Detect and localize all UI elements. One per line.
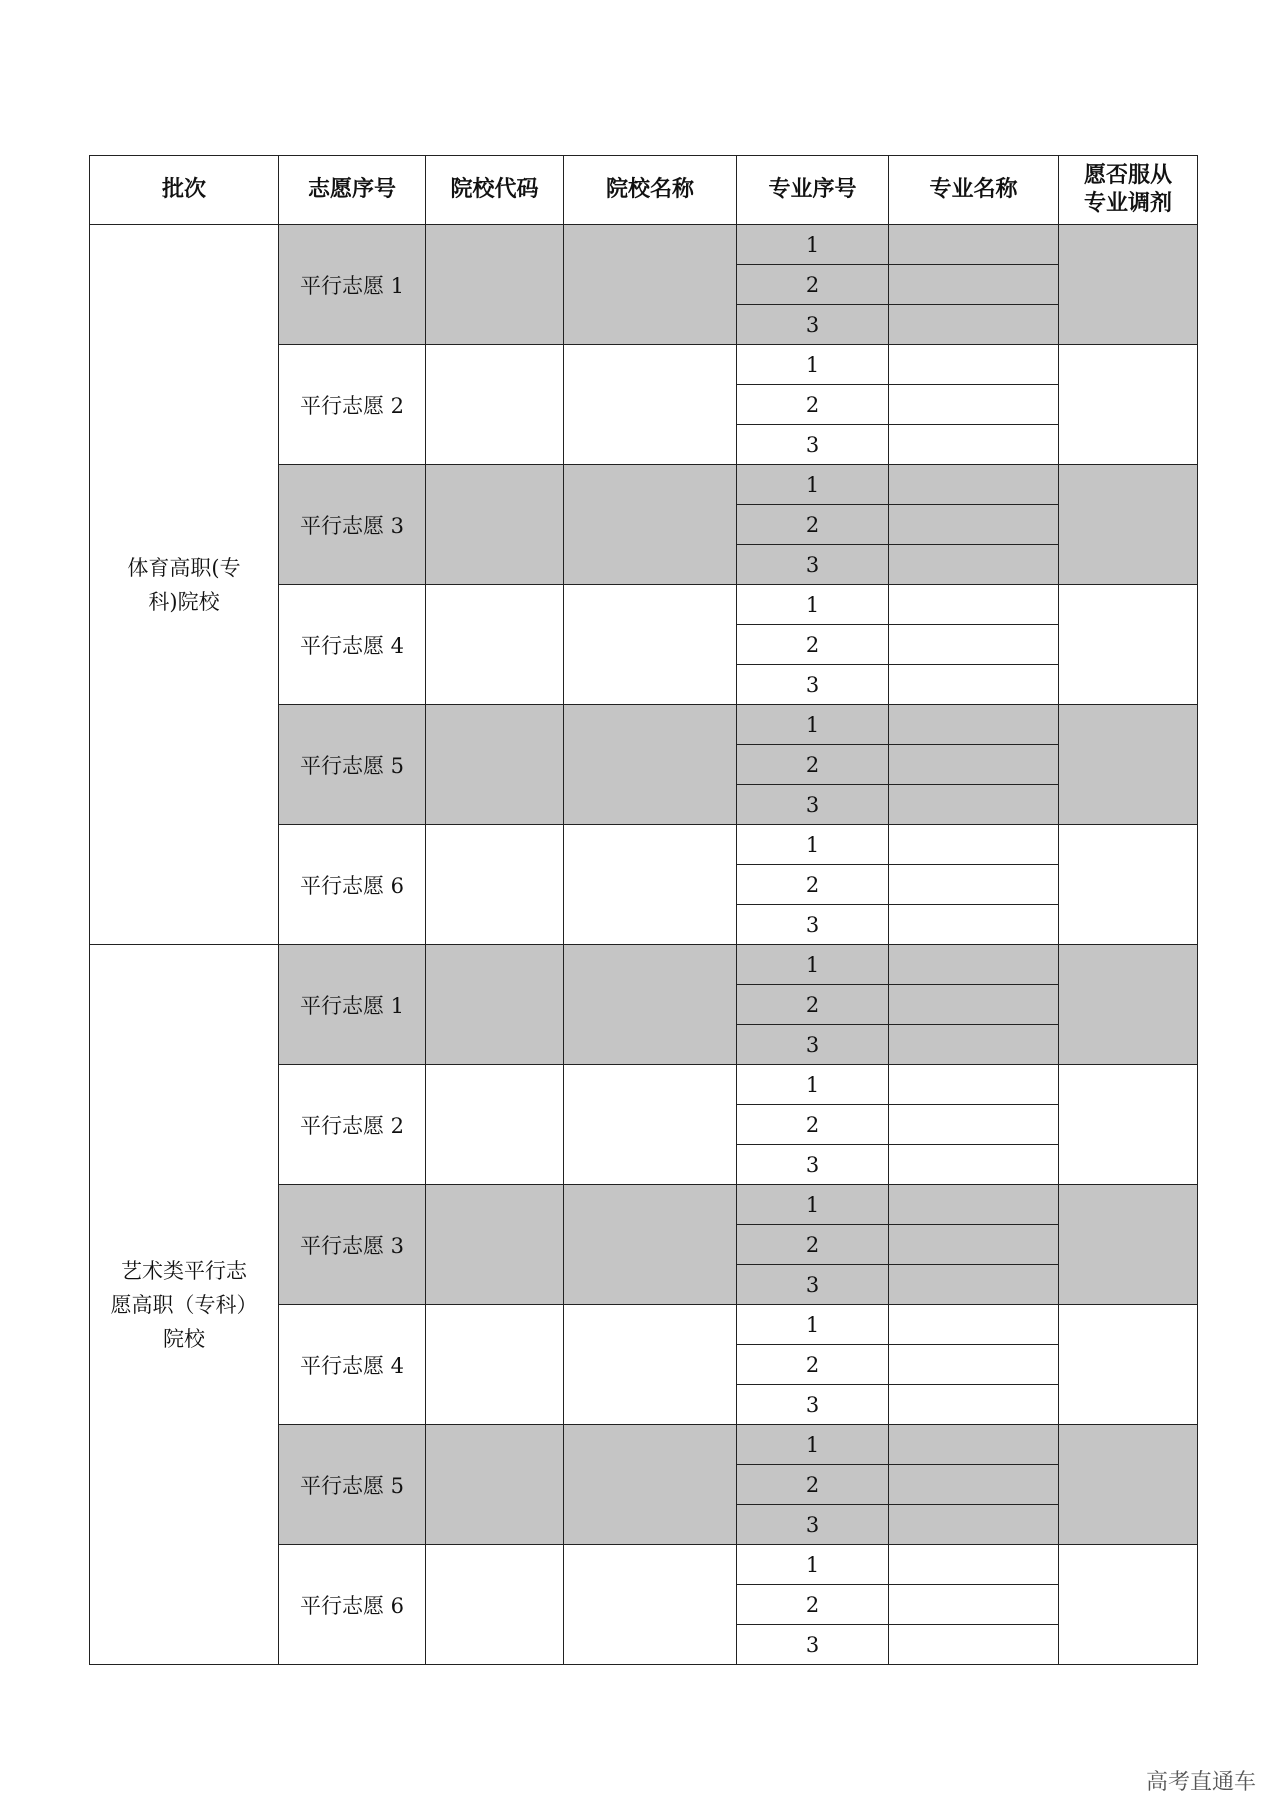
major-name-field[interactable] — [889, 1545, 1059, 1585]
table-row — [90, 945, 1198, 985]
major-number: 3 — [737, 1625, 889, 1665]
volunteer-label: 平行志愿 6 — [279, 825, 426, 945]
school-name-field[interactable] — [564, 345, 737, 465]
major-name-field[interactable] — [889, 1145, 1059, 1185]
adjust-field[interactable] — [1059, 465, 1198, 585]
major-name-field[interactable] — [889, 465, 1059, 505]
major-number: 2 — [737, 865, 889, 905]
school-name-field[interactable] — [564, 465, 737, 585]
school-name-field[interactable] — [564, 705, 737, 825]
major-number: 2 — [737, 625, 889, 665]
major-number: 1 — [737, 1425, 889, 1465]
volunteer-label: 平行志愿 1 — [279, 945, 426, 1065]
major-name-field[interactable] — [889, 1585, 1059, 1625]
school-name-field[interactable] — [564, 225, 737, 345]
volunteer-label: 平行志愿 2 — [279, 1065, 426, 1185]
school-code-field[interactable] — [426, 1065, 564, 1185]
major-number: 1 — [737, 1065, 889, 1105]
volunteer-label: 平行志愿 5 — [279, 705, 426, 825]
major-name-field[interactable] — [889, 1025, 1059, 1065]
major-number: 2 — [737, 1105, 889, 1145]
major-name-field[interactable] — [889, 665, 1059, 705]
major-name-field[interactable] — [889, 625, 1059, 665]
major-name-field[interactable] — [889, 905, 1059, 945]
major-name-field[interactable] — [889, 1505, 1059, 1545]
major-number: 1 — [737, 1185, 889, 1225]
school-name-field[interactable] — [564, 1185, 737, 1305]
school-name-field[interactable] — [564, 945, 737, 1065]
adjust-field[interactable] — [1059, 225, 1198, 345]
school-code-field[interactable] — [426, 825, 564, 945]
adjust-field[interactable] — [1059, 945, 1198, 1065]
major-number: 3 — [737, 1505, 889, 1545]
major-number: 3 — [737, 905, 889, 945]
header-adjust: 愿否服从 专业调剂 — [1059, 156, 1198, 225]
major-number: 2 — [737, 505, 889, 545]
major-number: 3 — [737, 425, 889, 465]
volunteer-label: 平行志愿 5 — [279, 1425, 426, 1545]
major-name-field[interactable] — [889, 1625, 1059, 1665]
volunteer-form-table — [89, 155, 1198, 1665]
major-number: 3 — [737, 665, 889, 705]
watermark: 高考直通车 — [1145, 1770, 1256, 1795]
batch-label: 体育高职(专 科)院校 — [90, 225, 279, 945]
school-name-field[interactable] — [564, 1305, 737, 1425]
major-number: 2 — [737, 1225, 889, 1265]
major-number: 1 — [737, 225, 889, 265]
major-number: 1 — [737, 585, 889, 625]
major-number: 1 — [737, 825, 889, 865]
major-name-field[interactable] — [889, 385, 1059, 425]
adjust-field[interactable] — [1059, 1305, 1198, 1425]
major-name-field[interactable] — [889, 1465, 1059, 1505]
volunteer-label: 平行志愿 3 — [279, 1185, 426, 1305]
volunteer-label: 平行志愿 6 — [279, 1545, 426, 1665]
volunteer-label: 平行志愿 3 — [279, 465, 426, 585]
major-name-field[interactable] — [889, 745, 1059, 785]
school-name-field[interactable] — [564, 1065, 737, 1185]
major-name-field[interactable] — [889, 865, 1059, 905]
major-number: 1 — [737, 345, 889, 385]
major-number: 1 — [737, 465, 889, 505]
adjust-field[interactable] — [1059, 825, 1198, 945]
school-code-field[interactable] — [426, 1305, 564, 1425]
major-name-field[interactable] — [889, 265, 1059, 305]
major-number: 1 — [737, 1305, 889, 1345]
major-number: 1 — [737, 705, 889, 745]
major-name-field[interactable] — [889, 1105, 1059, 1145]
major-number: 2 — [737, 385, 889, 425]
school-code-field[interactable] — [426, 705, 564, 825]
school-code-field[interactable] — [426, 225, 564, 345]
volunteer-label: 平行志愿 2 — [279, 345, 426, 465]
adjust-field[interactable] — [1059, 585, 1198, 705]
major-name-field[interactable] — [889, 585, 1059, 625]
major-name-field[interactable] — [889, 1265, 1059, 1305]
major-number: 3 — [737, 1145, 889, 1185]
major-name-field[interactable] — [889, 1185, 1059, 1225]
header-major-no: 专业序号 — [737, 156, 889, 225]
adjust-field[interactable] — [1059, 345, 1198, 465]
header-school-name: 院校名称 — [564, 156, 737, 225]
school-code-field[interactable] — [426, 465, 564, 585]
major-name-field[interactable] — [889, 1425, 1059, 1465]
major-name-field[interactable] — [889, 785, 1059, 825]
major-name-field[interactable] — [889, 1305, 1059, 1345]
school-code-field[interactable] — [426, 1185, 564, 1305]
major-number: 1 — [737, 945, 889, 985]
header-volunteer-no: 志愿序号 — [279, 156, 426, 225]
adjust-field[interactable] — [1059, 1065, 1198, 1185]
major-name-field[interactable] — [889, 985, 1059, 1025]
major-number: 2 — [737, 985, 889, 1025]
table-row — [90, 225, 1198, 265]
major-name-field[interactable] — [889, 345, 1059, 385]
school-code-field[interactable] — [426, 1545, 564, 1665]
major-name-field[interactable] — [889, 705, 1059, 745]
major-number: 2 — [737, 265, 889, 305]
major-name-field[interactable] — [889, 1225, 1059, 1265]
adjust-field[interactable] — [1059, 1425, 1198, 1545]
school-code-field[interactable] — [426, 945, 564, 1065]
major-number: 3 — [737, 1265, 889, 1305]
batch-label: 艺术类平行志 愿高职（专科） 院校 — [90, 945, 279, 1665]
major-number: 3 — [737, 785, 889, 825]
volunteer-label: 平行志愿 1 — [279, 225, 426, 345]
volunteer-label: 平行志愿 4 — [279, 585, 426, 705]
adjust-field[interactable] — [1059, 705, 1198, 825]
major-name-field[interactable] — [889, 1345, 1059, 1385]
school-name-field[interactable] — [564, 1545, 737, 1665]
major-name-field[interactable] — [889, 1385, 1059, 1425]
major-number: 3 — [737, 1025, 889, 1065]
major-number: 2 — [737, 1465, 889, 1505]
major-name-field[interactable] — [889, 1065, 1059, 1105]
school-name-field[interactable] — [564, 1425, 737, 1545]
school-code-field[interactable] — [426, 345, 564, 465]
major-number: 1 — [737, 1545, 889, 1585]
major-number: 3 — [737, 545, 889, 585]
school-code-field[interactable] — [426, 1425, 564, 1545]
major-number: 2 — [737, 745, 889, 785]
major-number: 3 — [737, 305, 889, 345]
major-name-field[interactable] — [889, 225, 1059, 265]
header-major-name: 专业名称 — [889, 156, 1059, 225]
school-name-field[interactable] — [564, 585, 737, 705]
header-school-code: 院校代码 — [426, 156, 564, 225]
school-code-field[interactable] — [426, 585, 564, 705]
adjust-field[interactable] — [1059, 1545, 1198, 1665]
major-name-field[interactable] — [889, 505, 1059, 545]
major-number: 2 — [737, 1585, 889, 1625]
header-row — [90, 156, 1198, 225]
major-name-field[interactable] — [889, 945, 1059, 985]
adjust-field[interactable] — [1059, 1185, 1198, 1305]
header-batch: 批次 — [90, 156, 279, 225]
major-name-field[interactable] — [889, 305, 1059, 345]
major-name-field[interactable] — [889, 425, 1059, 465]
major-number: 2 — [737, 1345, 889, 1385]
major-name-field[interactable] — [889, 545, 1059, 585]
school-name-field[interactable] — [564, 825, 737, 945]
major-name-field[interactable] — [889, 825, 1059, 865]
major-number: 3 — [737, 1385, 889, 1425]
volunteer-label: 平行志愿 4 — [279, 1305, 426, 1425]
